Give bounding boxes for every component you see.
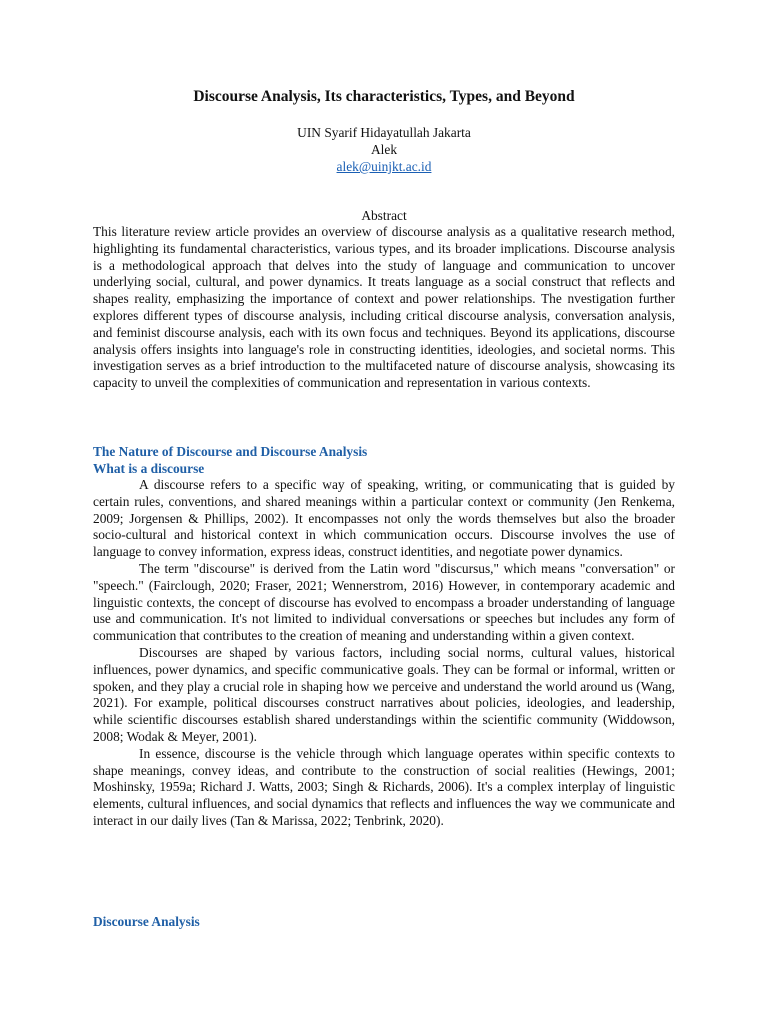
body-paragraph-1: A discourse refers to a specific way of speaking, writing, or communicating that is guided by certain rules, conventions, and shared meanings within a particular context or community (Jen Renkema, 2009; Jorgensen & Phillips, 2002). It encompasses not only the words themselves but also the broader socio-cultural and historical context in which communication occurs. Discourse involves the use of language to convey information, express ideas, construct identities, and negotiate power dynamics. (93, 477, 675, 560)
section-heading: The Nature of Discourse and Discourse Analysis (93, 444, 368, 459)
abstract-body: This literature review article provides an overview of discourse analysis as a qualitative research method, highlighting its fundamental characteristics, various types, and its broader implications. Discourse analysis is a methodological approach that delves into the study of language and communication to uncover underlying social, cultural, and power dynamics. It treats language as a social construct that reflects and shapes reality, emphasizing the importance of context and power relationships. The nvestigation further explores different types of discourse analysis, including critical discourse analysis, conversation analysis, and feminist discourse analysis, each with its own focus and techniques. Beyond its applications, discourse analysis offers insights into language's role in constructing identities, ideologies, and societal norms. This investigation serves as a brief introduction to the multifaceted nature of discourse analysis, showcasing its capacity to unveil the complexities of communication and representation in various contexts. (93, 224, 675, 391)
author-email-link[interactable]: alek@uinjkt.ac.id (336, 159, 432, 174)
paper-title: Discourse Analysis, Its characteristics, Types, and Beyond (193, 88, 575, 105)
body-paragraph-4: In essence, discourse is the vehicle through which language operates within specific contexts to shape meanings, convey ideas, and contribute to the construction of social realities (Hewings, 2001; Moshinsky, 1959a; Richard J. Watts, 2003; Singh & Richards, 2006). It's a complex interplay of linguistic elements, cultural influences, and social dynamics that reflects and influences the way we communicate and interact in our daily lives (Tan & Marissa, 2022; Tenbrink, 2020). (93, 745, 675, 828)
section-nature-of-discourse (93, 443, 675, 830)
body-paragraph-3: Discourses are shaped by various factors, including social norms, cultural values, historical influences, power dynamics, and specific communicative goals. They can be formal or informal, written or spoken, and they play a crucial role in shaping how we perceive and understand the world around us (Wang, 2021). For example, political discourses construct narratives about policies, ideologies, and leadership, while scientific discourses establish shared understandings within the scientific community (Widdowson, 2008; Wodak & Meyer, 2001). (93, 644, 675, 744)
abstract-heading: Abstract (361, 208, 407, 223)
section-discourse-analysis (93, 913, 675, 930)
body-paragraph-2: The term "discourse" is derived from the Latin word "discursus," which means "conversation" or "speech." (Fairclough, 2020; Fraser, 2021; Wennerstrom, 2016) However, in contemporary academic and linguistic contexts, the concept of discourse has evolved to encompass a broader understanding of language use and communication. It's not limited to individual conversations or speeches but includes any form of communication that contributes to the creation of meaning and understanding within a given context. (93, 560, 675, 644)
author-name: Alek (370, 142, 398, 157)
section-heading-2: Discourse Analysis (93, 914, 200, 929)
subsection-heading: What is a discourse (93, 461, 205, 476)
institution-name: UIN Syarif Hidayatullah Jakarta (297, 125, 471, 140)
author-block (93, 124, 675, 175)
